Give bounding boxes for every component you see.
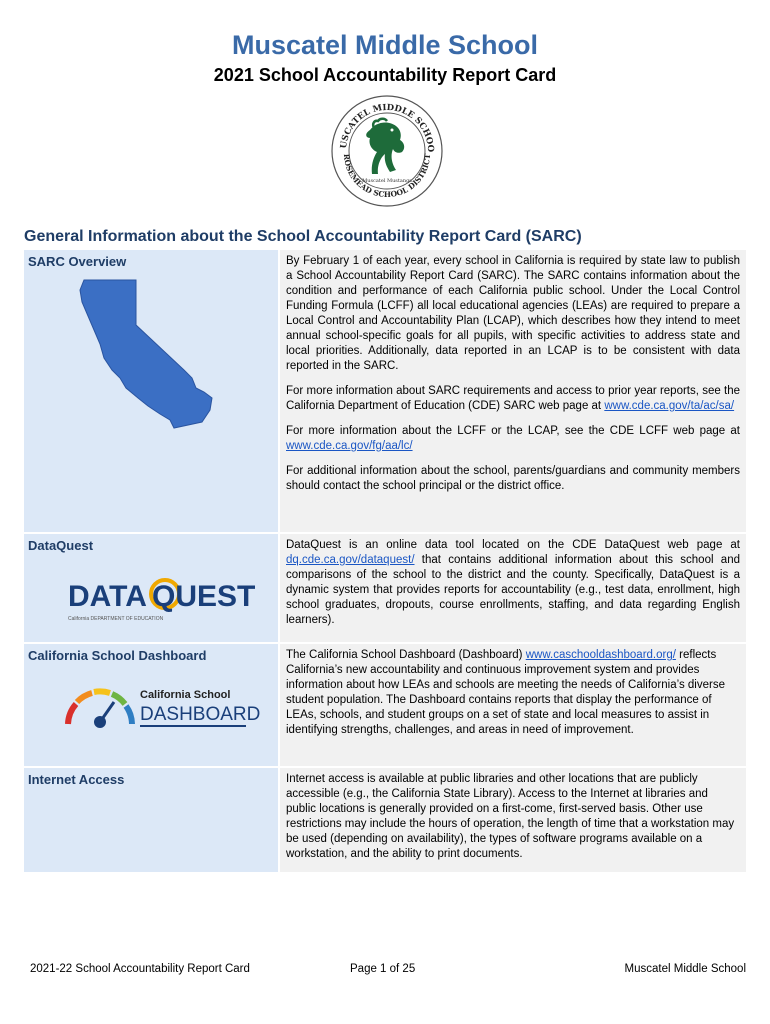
dataquest-paragraph xyxy=(286,538,740,628)
dataquest-label: DataQuest xyxy=(28,538,94,553)
school-seal-logo xyxy=(330,94,444,208)
overview-paragraph-2 xyxy=(286,384,740,414)
table-row xyxy=(24,642,746,766)
row-content-cell xyxy=(280,768,746,872)
dataquest-logo-caption: California DEPARTMENT OF EDUCATION xyxy=(68,616,164,622)
overview-paragraph-3-text: For more information about the LCFF or the LCAP, see the CDE LCFF web page at xyxy=(286,425,740,437)
dashboard-text-before: The California School Dashboard (Dashboard) xyxy=(286,649,526,661)
dashboard-link[interactable]: www.caschooldashboard.org/ xyxy=(525,649,676,661)
page-subtitle: 2021 School Accountability Report Card xyxy=(213,65,557,85)
table-row xyxy=(24,532,746,642)
overview-paragraph-3 xyxy=(286,424,740,454)
row-label-cell xyxy=(24,534,280,642)
overview-paragraph-4: For additional information about the school, parents/guardians and community members should contact the school principal or the district office. xyxy=(286,465,740,492)
dataquest-text-after: that contains additional information about this school and comparisons of the school to the district and the county. Specifically, DataQuest is a dynamic system that provides reports for accountability (e.g., test data, enrollment, high school graduates, dropouts, course enrollments, staffing, and data regarding English learners). xyxy=(286,554,740,626)
dashboard-logo xyxy=(62,674,261,734)
section-heading: General Information about the School Accountability Report Card (SARC) xyxy=(24,228,582,245)
dashboard-label: California School Dashboard xyxy=(28,648,207,663)
dataquest-logo-text-b: QUEST xyxy=(152,580,256,613)
dataquest-link[interactable]: dq.cde.ca.gov/dataquest/ xyxy=(286,554,415,566)
row-label-cell xyxy=(24,250,280,532)
row-content-cell xyxy=(280,534,746,642)
row-content-cell xyxy=(280,644,746,766)
cde-lcff-link[interactable]: www.cde.ca.gov/fg/aa/lc/ xyxy=(286,440,413,452)
dataquest-logo-text-a: DATA xyxy=(68,580,147,613)
dashboard-text-after: reflects California’s new accountability and continuous improvement system and provides information about how LEAs and schools are meeting the needs of California’s diverse student population. The Dashboard contains reports that display the performance of LEAs, schools, and student groups on a set of state and local measures to assist in identifying strengths, challenges, and areas in need of improvement. xyxy=(286,649,725,736)
dashboard-paragraph xyxy=(286,648,740,738)
seal-center-text: Muscatel Mustangs xyxy=(362,178,412,184)
california-map-icon xyxy=(74,270,224,430)
footer-page-number: Page 1 of 25 xyxy=(350,963,416,975)
footer-right: Muscatel Middle School xyxy=(624,963,746,975)
sarc-overview-label: SARC Overview xyxy=(28,254,127,269)
row-label-cell xyxy=(24,768,280,872)
seal-top-text: USCATEL MIDDLE SCHOO xyxy=(338,102,436,153)
dashboard-logo-line1: California School xyxy=(140,689,231,701)
internet-access-label: Internet Access xyxy=(28,772,125,787)
overview-paragraph-2-text: For more information about SARC requirements and access to prior year reports, see the California Department of Education (CDE) SARC web page at xyxy=(286,385,740,412)
info-table xyxy=(24,250,746,872)
table-row xyxy=(24,250,746,532)
internet-access-paragraph: Internet access is available at public libraries and other locations that are publicly accessible (e.g., the California State Library). Access to the Internet at libraries and public locations is generally provided on a first-come, first-served basis. Other use restrictions may include the hours of operation, the length of time that a workstation may be used (depending on availability), the types of software programs available on a workstation, and the ability to print documents. xyxy=(286,773,735,860)
dashboard-logo-line2: DASHBOARD xyxy=(140,704,261,725)
gauge-icon xyxy=(68,691,132,728)
dataquest-text-before: DataQuest is an online data tool located on the CDE DataQuest web page at xyxy=(286,539,740,551)
cde-sarc-link[interactable]: www.cde.ca.gov/ta/ac/sa/ xyxy=(604,400,735,412)
dataquest-logo xyxy=(68,572,256,624)
table-row xyxy=(24,766,746,872)
overview-paragraph-1: By February 1 of each year, every school in California is required by state law to publish a School Accountability Report Card (SARC). The SARC contains information about the condition and performance of each California public school. Under the Local Control Funding Formula (LCFF) all local educational agencies (LEAs) are required to prepare a Local Control and Accountability Plan (LCAP), which describes how they intend to meet annual school-specific goals for all pupils, with specific activities to address state and local priorities. Additionally, data reported in an LCAP is to be consistent with data reported in the SARC. xyxy=(286,255,740,372)
footer-left: 2021-22 School Accountability Report Card xyxy=(30,963,250,975)
page-title: Muscatel Middle School xyxy=(231,30,539,60)
row-label-cell xyxy=(24,644,280,766)
seal-bottom-text: ROSEMEAD SCHOOL DISTRICT xyxy=(341,153,433,200)
row-content-cell xyxy=(280,250,746,532)
